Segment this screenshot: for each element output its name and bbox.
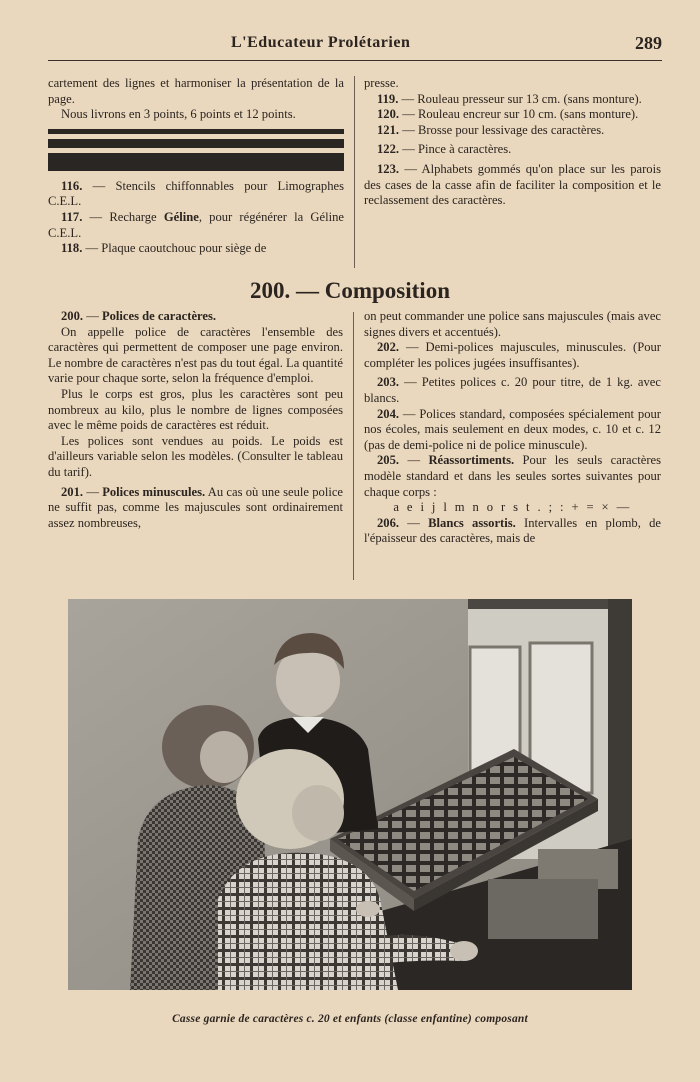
paragraph: cartement des lignes et harmoniser la présentation de la page.: [48, 76, 344, 106]
item-separator: —: [399, 453, 429, 468]
paragraph: Plus le corps est gros, plus les caractères sont peu nombreux au kilo, plus le nombre de lignes composées avec le même poids de caractères est réduit.: [48, 386, 343, 433]
item-text: — Polices standard, composées spécialement pour nos écoles, mais seulement en deux modes, c. 10 et c. 12 (pas de demi-police ni de police minuscule).: [364, 406, 661, 452]
list-item: [364, 340, 661, 371]
item-number: 200.: [61, 309, 84, 323]
section-title: 200. — Composition: [250, 278, 450, 303]
list-item: [48, 309, 343, 325]
item-text: — Alphabets gommés qu'on place sur les parois des cases de la casse afin de faciliter la composition et le reclassement des caractères.: [364, 161, 661, 208]
item-bold: Géline: [163, 209, 199, 224]
paragraph: on peut commander une police sans majuscules (mais avec signes divers et accentués).: [364, 309, 661, 339]
item-number: 204.: [377, 406, 400, 421]
list-item: [48, 210, 344, 241]
page-header: [48, 34, 662, 61]
item-number: 202.: [377, 340, 400, 355]
character-list: a e i j l m n o r s t . ; : + = × —: [393, 500, 632, 515]
list-item: [364, 407, 661, 454]
item-text: , pour régénérer la Géline C.E.L.: [48, 209, 344, 240]
middle-right-column: [364, 309, 661, 547]
list-item: [364, 107, 661, 123]
photo-caption: Casse garnie de caractères c. 20 et enfants (classe enfantine) composant: [172, 1013, 528, 1025]
item-separator: —: [399, 515, 429, 530]
item-number: 203.: [377, 375, 400, 390]
item-number: 120.: [377, 107, 400, 122]
paragraph: presse.: [364, 76, 399, 90]
item-separator: —: [83, 309, 102, 323]
paragraph: Les polices sont vendues au poids. Le poids est d'ailleurs variable selon les modèles. (Consulter le tableau du tarif).: [48, 433, 343, 479]
item-number: 205.: [377, 453, 400, 468]
paragraph: On appelle police de caractères l'ensemble des caractères qui permettent de composer une page environ. Le nombre de caractères n'est pas du tout égal. La quantité varie pour chaque sorte, selon la fréquence d'emploi.: [48, 324, 343, 386]
item-number: 116.: [61, 178, 83, 193]
item-text: — Recharge: [82, 209, 164, 224]
item-title: Blancs assortis.: [428, 515, 516, 530]
item-text: Intervalles en plomb, de l'épaisseur des caractères, mais de: [364, 515, 661, 546]
running-title: L'Educateur Prolétarien: [231, 34, 411, 51]
rule-sample-12pt: [48, 153, 344, 171]
rule-sample-3pt: [48, 129, 344, 134]
item-text: Au cas où une seule police ne suffit pas, comme les majuscules sont ordinairement assez nombreuses,: [48, 484, 344, 530]
item-title: Réassortiments.: [428, 453, 515, 468]
item-number: 123.: [377, 161, 400, 176]
item-separator: —: [83, 484, 103, 499]
item-text: — Pince à caractères.: [399, 142, 512, 157]
column-divider: [354, 76, 355, 268]
list-item: [364, 375, 661, 406]
item-title: Polices de caractères.: [101, 309, 217, 323]
middle-left-column: [48, 309, 343, 531]
list-item: [364, 162, 661, 209]
item-number: 119.: [377, 91, 399, 106]
item-number: 117.: [61, 209, 83, 224]
page-number: 289: [635, 33, 662, 53]
item-text: — Rouleau encreur sur 10 cm. (sans monture).: [399, 107, 639, 122]
list-item: [48, 485, 343, 532]
rule-sample-6pt: [48, 139, 344, 148]
item-number: 122.: [377, 142, 400, 157]
item-text: Pour les seuls caractères modèle standard et dans les seules sortes suivantes pour chaque corps :: [364, 453, 662, 499]
list-item: [48, 241, 344, 257]
list-item: [48, 179, 344, 210]
photograph: [68, 599, 632, 990]
item-title: Polices minuscules.: [102, 484, 206, 499]
list-item: [364, 92, 661, 108]
rule-samples: [48, 129, 344, 171]
item-text: — Rouleau presseur sur 13 cm. (sans monture).: [398, 91, 642, 106]
item-text: — Brosse pour lessivage des caractères.: [399, 122, 605, 137]
item-text: — Demi-polices majuscules, minuscules. (Pour compléter les polices jugées insuffisantes).: [364, 340, 661, 370]
top-left-column: [48, 76, 344, 257]
item-number: 201.: [61, 484, 84, 499]
list-item: [364, 516, 661, 547]
photo-illustration: [68, 599, 632, 990]
item-number: 118.: [61, 241, 83, 256]
column-divider: [353, 312, 354, 580]
top-right-column: [364, 76, 661, 209]
item-text: — Petites polices c. 20 pour titre, de 1 kg. avec blancs.: [364, 375, 661, 405]
list-item: [364, 453, 661, 500]
item-number: 206.: [377, 515, 400, 530]
list-item: [364, 142, 661, 158]
item-text: — Plaque caoutchouc pour siège de: [82, 241, 267, 256]
list-item: [364, 123, 661, 139]
item-number: 121.: [377, 122, 400, 137]
item-text: — Stencils chiffonnables pour Limographes C.E.L.: [48, 178, 344, 209]
paragraph: Nous livrons en 3 points, 6 points et 12 points.: [61, 107, 296, 122]
